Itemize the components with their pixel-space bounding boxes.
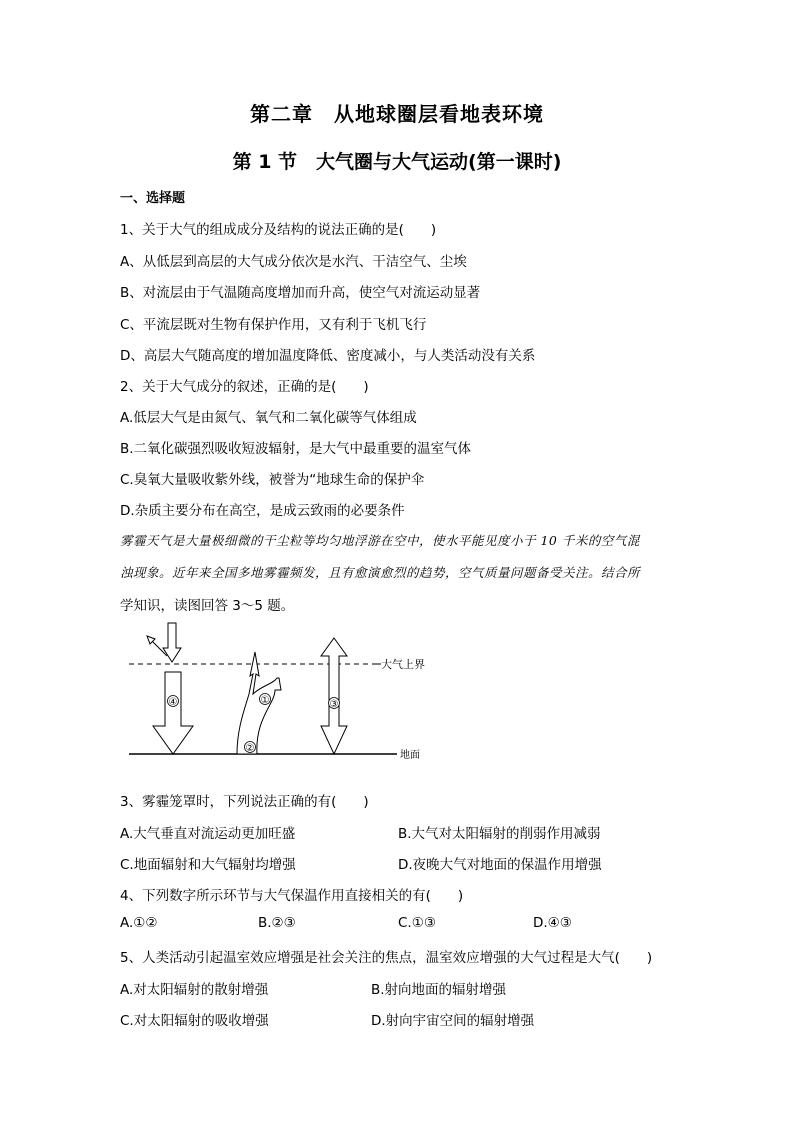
question-3-stem: 3、雾霾笼罩时，下列说法正确的有( ) (120, 794, 369, 810)
section-title: 第 1 节 大气圈与大气运动(第一课时) (232, 151, 562, 173)
marker-2: ② (245, 743, 255, 754)
question-1-option-a: A、从低层到高层的大气成分依次是水汽、干洁空气、尘埃 (120, 254, 467, 270)
question-4-stem: 4、下列数字所示环节与大气保温作用直接相关的有( ) (120, 888, 464, 904)
question-2-option-b: B.二氧化碳强烈吸收短波辐射，是大气中最重要的温室气体 (120, 441, 472, 457)
arrow-4-solar-radiation (153, 672, 193, 754)
chapter-title: 第二章 从地球圈层看地表环境 (250, 102, 544, 126)
passage-line-1: 雾霾天气是大量极细微的干尘粒等均匀地浮游在空中，使水平能见度小于 10 千米的空气混 (120, 533, 640, 548)
question-2-stem: 2、关于大气成分的叙述，正确的是( ) (120, 379, 369, 395)
question-2-option-d: D.杂质主要分布在高空，是成云致雨的必要条件 (120, 503, 405, 519)
question-4-option-a: A.①② (120, 915, 158, 931)
ground-label: 地面 (400, 750, 420, 761)
question-5-option-d: D.射向宇宙空间的辐射增强 (371, 1013, 535, 1029)
question-5-stem: 5、人类活动引起温室效应增强是社会关注的焦点，温室效应增强的大气过程是大气( ) (120, 950, 653, 966)
question-3-option-c: C.地面辐射和大气辐射均增强 (120, 857, 296, 873)
ground-radiation-shape (237, 652, 281, 754)
question-4-option-d: D.④③ (533, 915, 572, 931)
question-1-stem: 1、关于大气的组成成分及结构的说法正确的是( ) (120, 222, 437, 238)
atmosphere-top-label: 大气上界 (381, 658, 425, 671)
question-5-option-a: A.对太阳辐射的散射增强 (120, 982, 269, 998)
radiation-diagram (125, 618, 445, 766)
question-5-option-b: B.射向地面的辐射增强 (371, 982, 507, 998)
question-3-option-b: B.大气对太阳辐射的削弱作用减弱 (398, 826, 601, 842)
question-4-option-c: C.①③ (398, 915, 436, 931)
question-1-option-c: C、平流层既对生物有保护作用，又有利于飞机飞行 (120, 317, 427, 333)
question-1-option-b: B、对流层由于气温随高度增加而升高，使空气对流运动显著 (120, 285, 481, 301)
question-5-option-c: C.对太阳辐射的吸收增强 (120, 1013, 269, 1029)
marker-3: ③ (329, 699, 339, 710)
question-2-option-a: A.低层大气是由氮气、氧气和二氧化碳等气体组成 (120, 410, 417, 426)
marker-1: ① (260, 695, 270, 706)
passage-line-2: 浊现象。近年来全国多地雾霾频发，且有愈演愈烈的趋势，空气质量问题备受关注。结合所 (120, 565, 641, 580)
incoming-solar-arrow-top (163, 623, 181, 662)
question-3-option-d: D.夜晚大气对地面的保温作用增强 (398, 857, 602, 873)
arrow-3-double (321, 638, 347, 754)
question-4-option-b: B.②③ (258, 915, 296, 931)
marker-4: ④ (168, 697, 178, 708)
question-2-option-c: C.臭氧大量吸收紫外线，被誉为“地球生命的保护伞 (120, 472, 425, 488)
passage-line-3: 学知识，读图回答 3～5 题。 (120, 598, 295, 614)
section-heading: 一、选择题 (120, 191, 186, 206)
question-3-option-a: A.大气垂直对流运动更加旺盛 (120, 826, 296, 842)
question-1-option-d: D、高层大气随高度的增加温度降低、密度减小，与人类活动没有关系 (120, 348, 536, 364)
